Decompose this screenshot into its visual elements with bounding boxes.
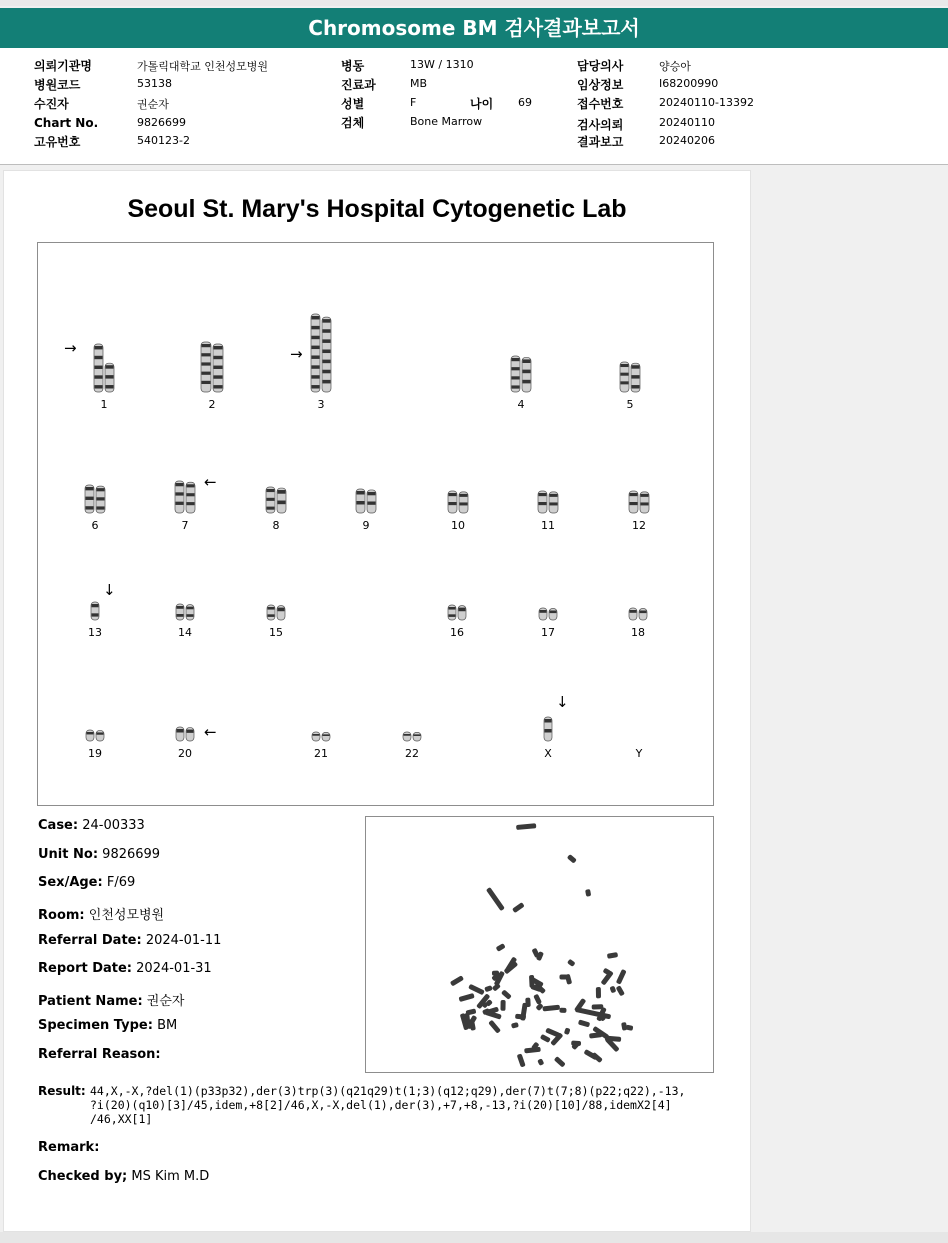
info-value-report-date: 20240206 [659,134,715,147]
metaphase-chromosome [616,985,625,996]
abnormality-arrow-icon: ← [204,723,217,741]
metaphase-chromosome [533,994,542,1005]
chromosome-label: X [544,747,552,760]
checked-by-value: MS Kim M.D [131,1169,210,1184]
karyogram-chromosomes [38,243,713,805]
metaphase-spread-image [365,816,714,1073]
chromosome-label: 6 [91,519,99,532]
chromosome-pair [629,608,647,620]
chromosome-label: 2 [208,398,216,411]
report-field: Sex/Age: F/69 [38,875,136,890]
metaphase-chromosome [589,1032,603,1039]
metaphase-chromosome [465,1008,476,1015]
metaphase-chromosome [609,986,616,994]
chromosome-label: 21 [314,747,328,760]
chromosome-label: 11 [541,519,555,532]
chromosome-label: 3 [317,398,325,411]
chromosome-label: 17 [541,626,555,639]
report-field: Referral Date: 2024-01-11 [38,933,222,948]
info-value-sex: F [410,96,417,109]
info-value-doctor: 양승아 [659,60,691,73]
chromosome-pair [356,489,376,513]
info-value-chart-no: 9826699 [137,116,186,129]
chromosome-pair [403,732,421,741]
chromosome-pair [91,602,99,620]
metaphase-chromosome [616,969,627,985]
chromosome-pair [448,605,466,620]
chromosome-pair [176,727,194,741]
metaphase-chromosome [564,1027,571,1035]
info-value-age: 69 [518,96,532,109]
abnormality-arrow-icon: → [290,345,303,363]
chromosome-pair [312,732,330,741]
chromosome-pair [176,604,194,620]
chromosome-label: 14 [178,626,192,639]
info-value-ward: 13W / 1310 [410,58,474,71]
chromosome-label: Y [635,747,643,760]
chromosome-pair [544,717,552,741]
result-karyotype [90,1084,710,1126]
result-line: /46,XX[1] [90,1112,153,1126]
chromosome-label: 9 [362,519,370,532]
chromosome-pair [538,491,558,513]
info-value-unique-no: 540123-2 [137,134,190,147]
metaphase-chromosome [486,887,505,911]
chromosome-pair [201,342,223,392]
info-label-clinical-info: 임상정보 [577,78,624,92]
chromosome-pair [629,491,649,513]
result-line: ?i(20)(q10)[3]/45,idem,+8[2]/46,X,-X,del(1),der(3),+7,+8,-13,?i(20)[10]/88,idemX2[4] [90,1098,672,1112]
info-label-receipt-no: 접수번호 [577,97,624,111]
abnormality-arrow-icon: ↓ [103,581,116,599]
chromosome-pair [94,344,114,392]
metaphase-chromosome [596,987,601,998]
metaphase-spread-chromosomes [366,817,713,1072]
metaphase-chromosome [515,1014,526,1020]
metaphase-chromosome [492,971,499,976]
metaphase-chromosome [484,985,493,992]
chromosome-pair [539,608,557,620]
chromosome-label: 15 [269,626,283,639]
chromosome-pair [511,356,531,392]
info-value-request-date: 20240110 [659,116,715,129]
metaphase-chromosome [468,984,485,996]
info-label-request-date: 검사의뢰 [577,118,624,132]
chromosome-label: 20 [178,747,192,760]
metaphase-chromosome [458,993,474,1002]
report-field: Unit No: 9826699 [38,847,161,862]
info-label-patient: 수진자 [34,97,69,111]
info-label-ward: 병동 [341,59,365,73]
metaphase-chromosome [537,1058,544,1066]
metaphase-chromosome [567,959,576,967]
chromosome-pair [85,485,105,513]
info-label-report-date: 결과보고 [577,135,624,149]
metaphase-chromosome [535,1003,543,1011]
metaphase-chromosome [501,989,512,999]
chromosome-label: 18 [631,626,645,639]
report-field: Patient Name: 권순자 [38,994,185,1009]
checked-by-field: Checked by; MS Kim M.D [38,1169,210,1184]
metaphase-chromosome [450,975,464,986]
metaphase-chromosome [540,1034,551,1043]
abnormality-arrow-icon: ← [204,473,217,491]
report-field: Specimen Type: BM [38,1018,178,1033]
chromosome-pair [267,605,285,620]
metaphase-chromosome [559,1008,566,1013]
abnormality-arrow-icon: → [64,339,77,357]
chromosome-pair [86,730,104,741]
metaphase-chromosome [516,823,536,830]
metaphase-chromosome [607,952,618,959]
chromosome-label: 19 [88,747,102,760]
top-strip [0,0,948,6]
info-value-hospital-code: 53138 [137,77,172,90]
metaphase-chromosome [621,1022,627,1031]
metaphase-chromosome [578,1019,590,1027]
info-label-specimen: 검체 [341,116,365,130]
report-field: Referral Reason: [38,1047,161,1062]
chromosome-label: 10 [451,519,465,532]
patient-info-panel [0,48,948,165]
metaphase-chromosome [488,1020,501,1034]
abnormality-arrow-icon: ↓ [556,693,569,711]
chromosome-label: 13 [88,626,102,639]
chromosome-label: 1 [100,398,108,411]
info-label-chart-no: Chart No. [34,116,99,130]
report-field: Case: 24-00333 [38,818,145,833]
metaphase-chromosome [585,889,591,897]
metaphase-chromosome [496,943,506,952]
chromosome-pair [448,491,468,513]
info-label-age: 나이 [470,97,494,111]
chromosome-pair [266,487,286,513]
metaphase-chromosome [592,1004,604,1009]
chromosome-pair [311,314,331,392]
chromosome-label: 5 [626,398,634,411]
result-label: Result: [38,1084,86,1098]
info-label-sex: 성별 [341,97,365,111]
report-field: Report Date: 2024-01-31 [38,961,212,976]
chromosome-label: 4 [517,398,525,411]
info-label-doctor: 담당의사 [577,59,624,73]
info-value-institution: 가톨릭대학교 인천성모병원 [137,60,269,73]
lab-title: Seoul St. Mary's Hospital Cytogenetic Lab [127,195,627,223]
remark-field: Remark: [38,1140,100,1155]
chromosome-label: 12 [632,519,646,532]
info-value-patient: 권순자 [137,98,169,111]
chromosome-label: 22 [405,747,419,760]
report-header-title: Chromosome BM 검사결과보고서 [0,8,948,48]
metaphase-chromosome [511,1022,519,1029]
metaphase-chromosome [500,1000,505,1011]
info-label-hospital-code: 병원코드 [34,78,81,92]
metaphase-chromosome [554,1056,566,1068]
result-line: 44,X,-X,?del(1)(p33p32),der(3)trp(3)(q21q29)t(1;3)(q12;q29),der(7)t(7;8)(p22;q22),-13, [90,1084,686,1098]
chromosome-pair [175,481,195,513]
bottom-strip [0,1232,948,1243]
info-value-department: MB [410,77,428,90]
chromosome-label: 7 [181,519,189,532]
report-field: Room: 인천성모병원 [38,908,165,923]
chromosome-label: 8 [272,519,280,532]
info-value-specimen: Bone Marrow [410,115,483,128]
metaphase-chromosome [517,1053,526,1067]
metaphase-chromosome [567,854,577,864]
info-value-clinical-info: I68200990 [659,77,719,90]
chromosome-label: 16 [450,626,464,639]
metaphase-chromosome [542,1005,560,1012]
metaphase-chromosome [512,902,525,913]
info-label-unique-no: 고유번호 [34,135,81,149]
info-value-receipt-no: 20240110-13392 [659,96,754,109]
karyotype-report-page [3,170,751,1232]
chromosome-pair [620,362,640,392]
karyogram-panel [37,242,714,806]
info-label-institution: 의뢰기관명 [34,59,92,73]
info-label-department: 진료과 [341,78,376,92]
